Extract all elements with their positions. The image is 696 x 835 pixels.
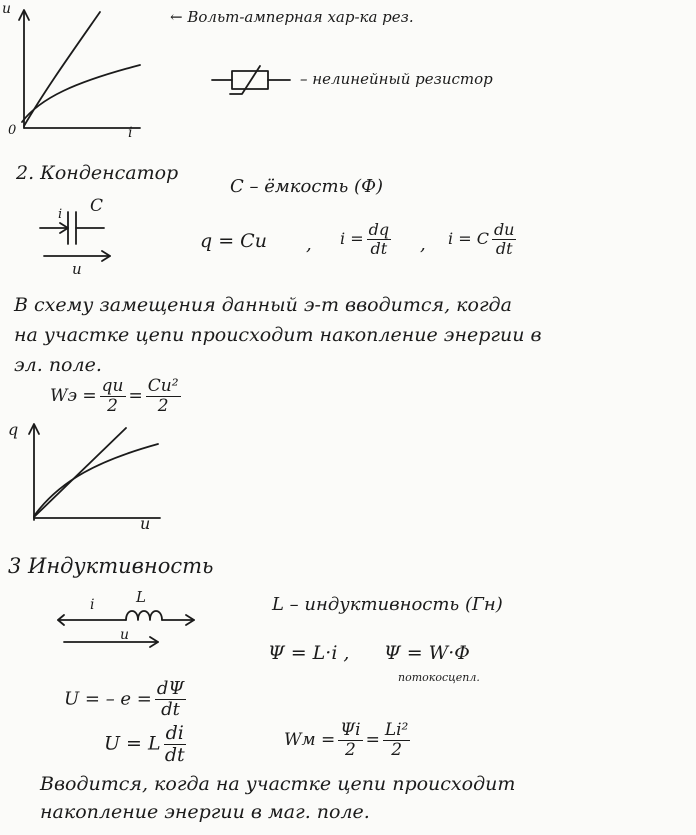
inductor-flux-note: потокосцепл. xyxy=(398,671,480,684)
capacitor-heading: 2. Конденсатор xyxy=(16,162,179,184)
capacitor-graph-x-label: u xyxy=(140,514,151,533)
nonlinear-resistor-icon xyxy=(210,62,300,102)
inductor-u-label: u xyxy=(120,627,130,643)
inductor-icon xyxy=(58,590,198,660)
inductor-formula-u-ldi xyxy=(104,724,189,765)
capacitor-u-label: u xyxy=(72,260,82,278)
capacitor-energy xyxy=(50,378,184,415)
vac-x-label: i xyxy=(128,125,133,141)
inductor-energy xyxy=(284,722,413,759)
inductor-energy-num1: Ψi xyxy=(340,720,361,740)
capacitor-formula-i-dq xyxy=(340,222,394,257)
capacitor-definition: C – ёмкость (Ф) xyxy=(230,176,384,197)
inductor-formula-u-dpsi xyxy=(64,680,189,719)
inductor-heading: 3 Индуктивность xyxy=(8,554,214,578)
inductor-text-line: накопление энергии в маг. поле. xyxy=(40,801,370,823)
vac-title: ← Вольт-амперная хар-ка рез. xyxy=(170,8,414,26)
capacitor-f3-den: dt xyxy=(495,239,513,258)
inductor-f4-lhs: U = L xyxy=(104,732,161,755)
inductor-energy-lhs: Wм = xyxy=(284,730,336,750)
inductor-energy-num2: Li² xyxy=(384,720,409,740)
inductor-text-line: Вводится, когда на участке цепи происходит xyxy=(40,773,516,795)
capacitor-sep1: , xyxy=(306,234,312,255)
capacitor-energy-num2: Cu² xyxy=(147,376,179,396)
vac-y-label: u xyxy=(2,1,12,17)
inductor-f4-den: dt xyxy=(164,744,185,766)
capacitor-description xyxy=(14,290,542,380)
capacitor-text-line: эл. поле. xyxy=(14,354,102,376)
capacitor-formula-q: q = Cu xyxy=(200,230,267,252)
capacitor-energy-den2: 2 xyxy=(157,396,169,416)
inductor-energy-den2: 2 xyxy=(391,740,403,760)
inductor-f3-num: dΨ xyxy=(156,678,185,699)
inductor-formula-psi-li: Ψ = L·i , xyxy=(268,642,350,664)
inductor-f4-num: di xyxy=(165,722,184,744)
inductor-formula-psi-wphi: Ψ = W·Φ xyxy=(384,642,470,664)
capacitor-f3-lhs: i = C xyxy=(448,229,489,248)
capacitor-formula-i-cdu xyxy=(448,222,519,257)
capacitor-sep2: , xyxy=(420,234,426,255)
capacitor-c-label: C xyxy=(90,196,104,216)
capacitor-energy-eq: = xyxy=(128,386,143,406)
inductor-f3-den: dt xyxy=(161,699,180,720)
capacitor-energy-lhs: Wэ = xyxy=(50,386,97,406)
capacitor-text-line: В схему замещения данный э-т вводится, когда xyxy=(14,294,512,316)
inductor-current-label: i xyxy=(90,597,95,613)
capacitor-f2-num: dq xyxy=(368,220,390,239)
inductor-energy-eq: = xyxy=(365,730,380,750)
capacitor-graph-y-label: q xyxy=(8,420,19,439)
capacitor-energy-den1: 2 xyxy=(107,396,118,416)
capacitor-energy-num1: qu xyxy=(101,376,124,396)
vac-origin: 0 xyxy=(8,123,17,138)
inductor-energy-den1: 2 xyxy=(344,740,356,760)
inductor-f3-lhs: U = – e = xyxy=(64,688,152,710)
capacitor-f3-num: du xyxy=(493,220,515,239)
nonlinear-resistor-caption: – нелинейный резистор xyxy=(300,70,493,88)
inductor-definition: L – индуктивность (Гн) xyxy=(272,594,503,615)
capacitor-text-line: на участке цепи происходит накопление энергии в xyxy=(14,324,542,346)
inductor-l-label: L xyxy=(136,588,146,606)
capacitor-current-label: i xyxy=(58,207,63,222)
inductor-description xyxy=(40,770,515,826)
capacitor-f2-lhs: i = xyxy=(340,229,364,248)
capacitor-f2-den: dt xyxy=(370,239,388,258)
